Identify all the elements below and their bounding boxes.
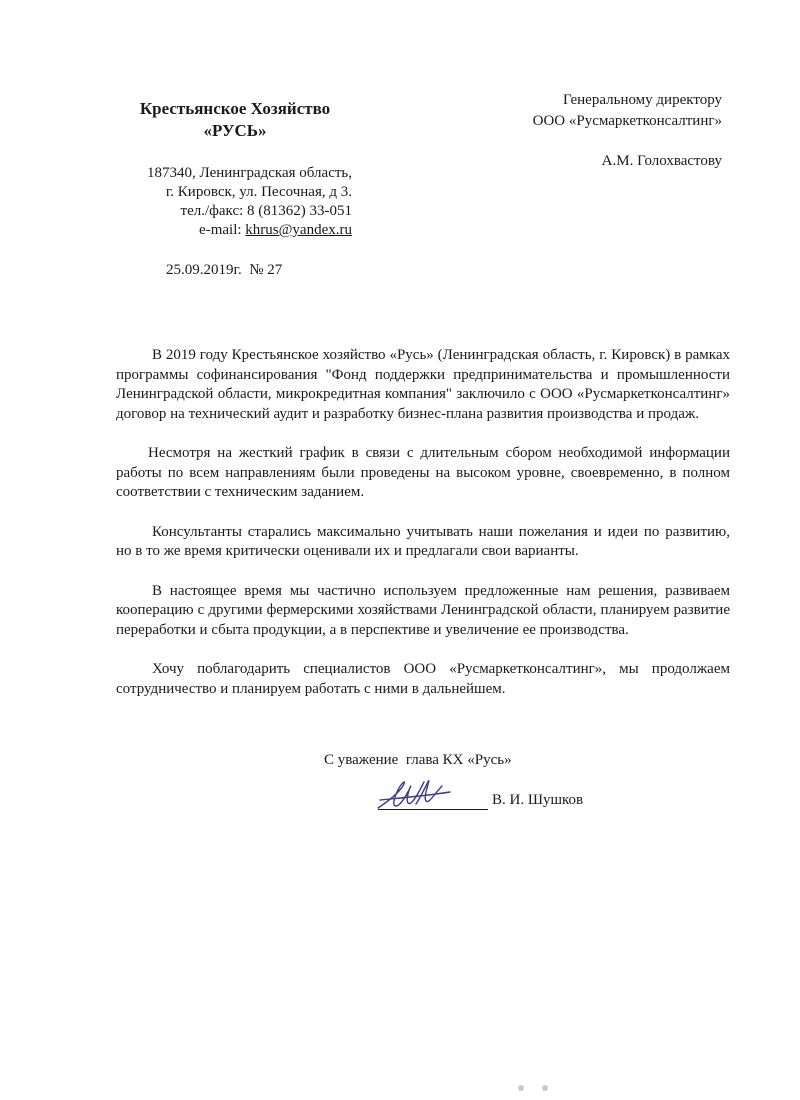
sender-address-line1: 187340, Ленинградская область, bbox=[147, 165, 352, 181]
scan-dots-decoration bbox=[515, 1082, 555, 1094]
sender-address bbox=[90, 164, 352, 240]
sender-phone: тел./факс: 8 (81362) 33-051 bbox=[180, 203, 352, 219]
body-paragraph-3: Консультанты старались максимально учитывать наши пожелания и идеи по развитию, но в то же время критически оценивали их и предлагали свои варианты. bbox=[116, 523, 730, 559]
sender-org-short: «РУСЬ» bbox=[203, 121, 267, 140]
body-paragraph-4: В настоящее время мы частично используем предложенные нам решения, развиваем кооперацию с другими фермерскими хозяйствами Ленинградской области, планируем развитие переработки и сбыта продукции, а в перспективе и увеличение ее производства. bbox=[116, 582, 730, 638]
body-paragraph-1: В 2019 году Крестьянское хозяйство «Русь» (Ленинградская область, г. Кировск) в рамках программы софинансирования "Фонд поддержки предпринимательства и промышленности Ленинградской области, микрокредитная компания" заключило с ООО «Русмаркетконсалтинг» договор на технический аудит и разработку бизнес-плана развития производства и продаж. bbox=[116, 347, 730, 422]
sender-address-line2: г. Кировск, ул. Песочная, д 3. bbox=[165, 184, 352, 200]
body-paragraph-5: Хочу поблагодарить специалистов ООО «Русмаркетконсалтинг», мы продолжаем сотрудничество и планируем работать с ними в дальнейшем. bbox=[116, 661, 730, 697]
sender-email-label: e-mail: bbox=[199, 222, 246, 238]
sender-org-name bbox=[90, 98, 380, 142]
letter-body bbox=[116, 346, 730, 719]
sender-org-title: Крестьянское Хозяйство bbox=[139, 99, 331, 118]
sender-email-line bbox=[90, 221, 352, 240]
handwritten-signature-icon bbox=[370, 770, 460, 818]
recipient-company: ООО «Русмаркетконсалтинг» bbox=[532, 113, 722, 129]
sender-block bbox=[90, 98, 390, 240]
recipient-name: А.М. Голохвастову bbox=[601, 153, 722, 169]
signer-name: В. И. Шушков bbox=[492, 792, 584, 808]
recipient-block bbox=[402, 90, 722, 172]
recipient-position: Генеральному директору bbox=[562, 92, 722, 108]
closing-regards: С уважение глава КХ «Русь» bbox=[324, 752, 512, 768]
body-paragraph-2: Несмотря на жесткий график в связи с длительным сбором необходимой информации работы по всем направлениям были проведены на высоком уровне, своевременно, в полном соответствии с техническим заданием. bbox=[116, 445, 730, 500]
document-date-number: 25.09.2019г. № 27 bbox=[166, 262, 283, 278]
sender-email-link[interactable]: khrus@yandex.ru bbox=[245, 222, 352, 238]
